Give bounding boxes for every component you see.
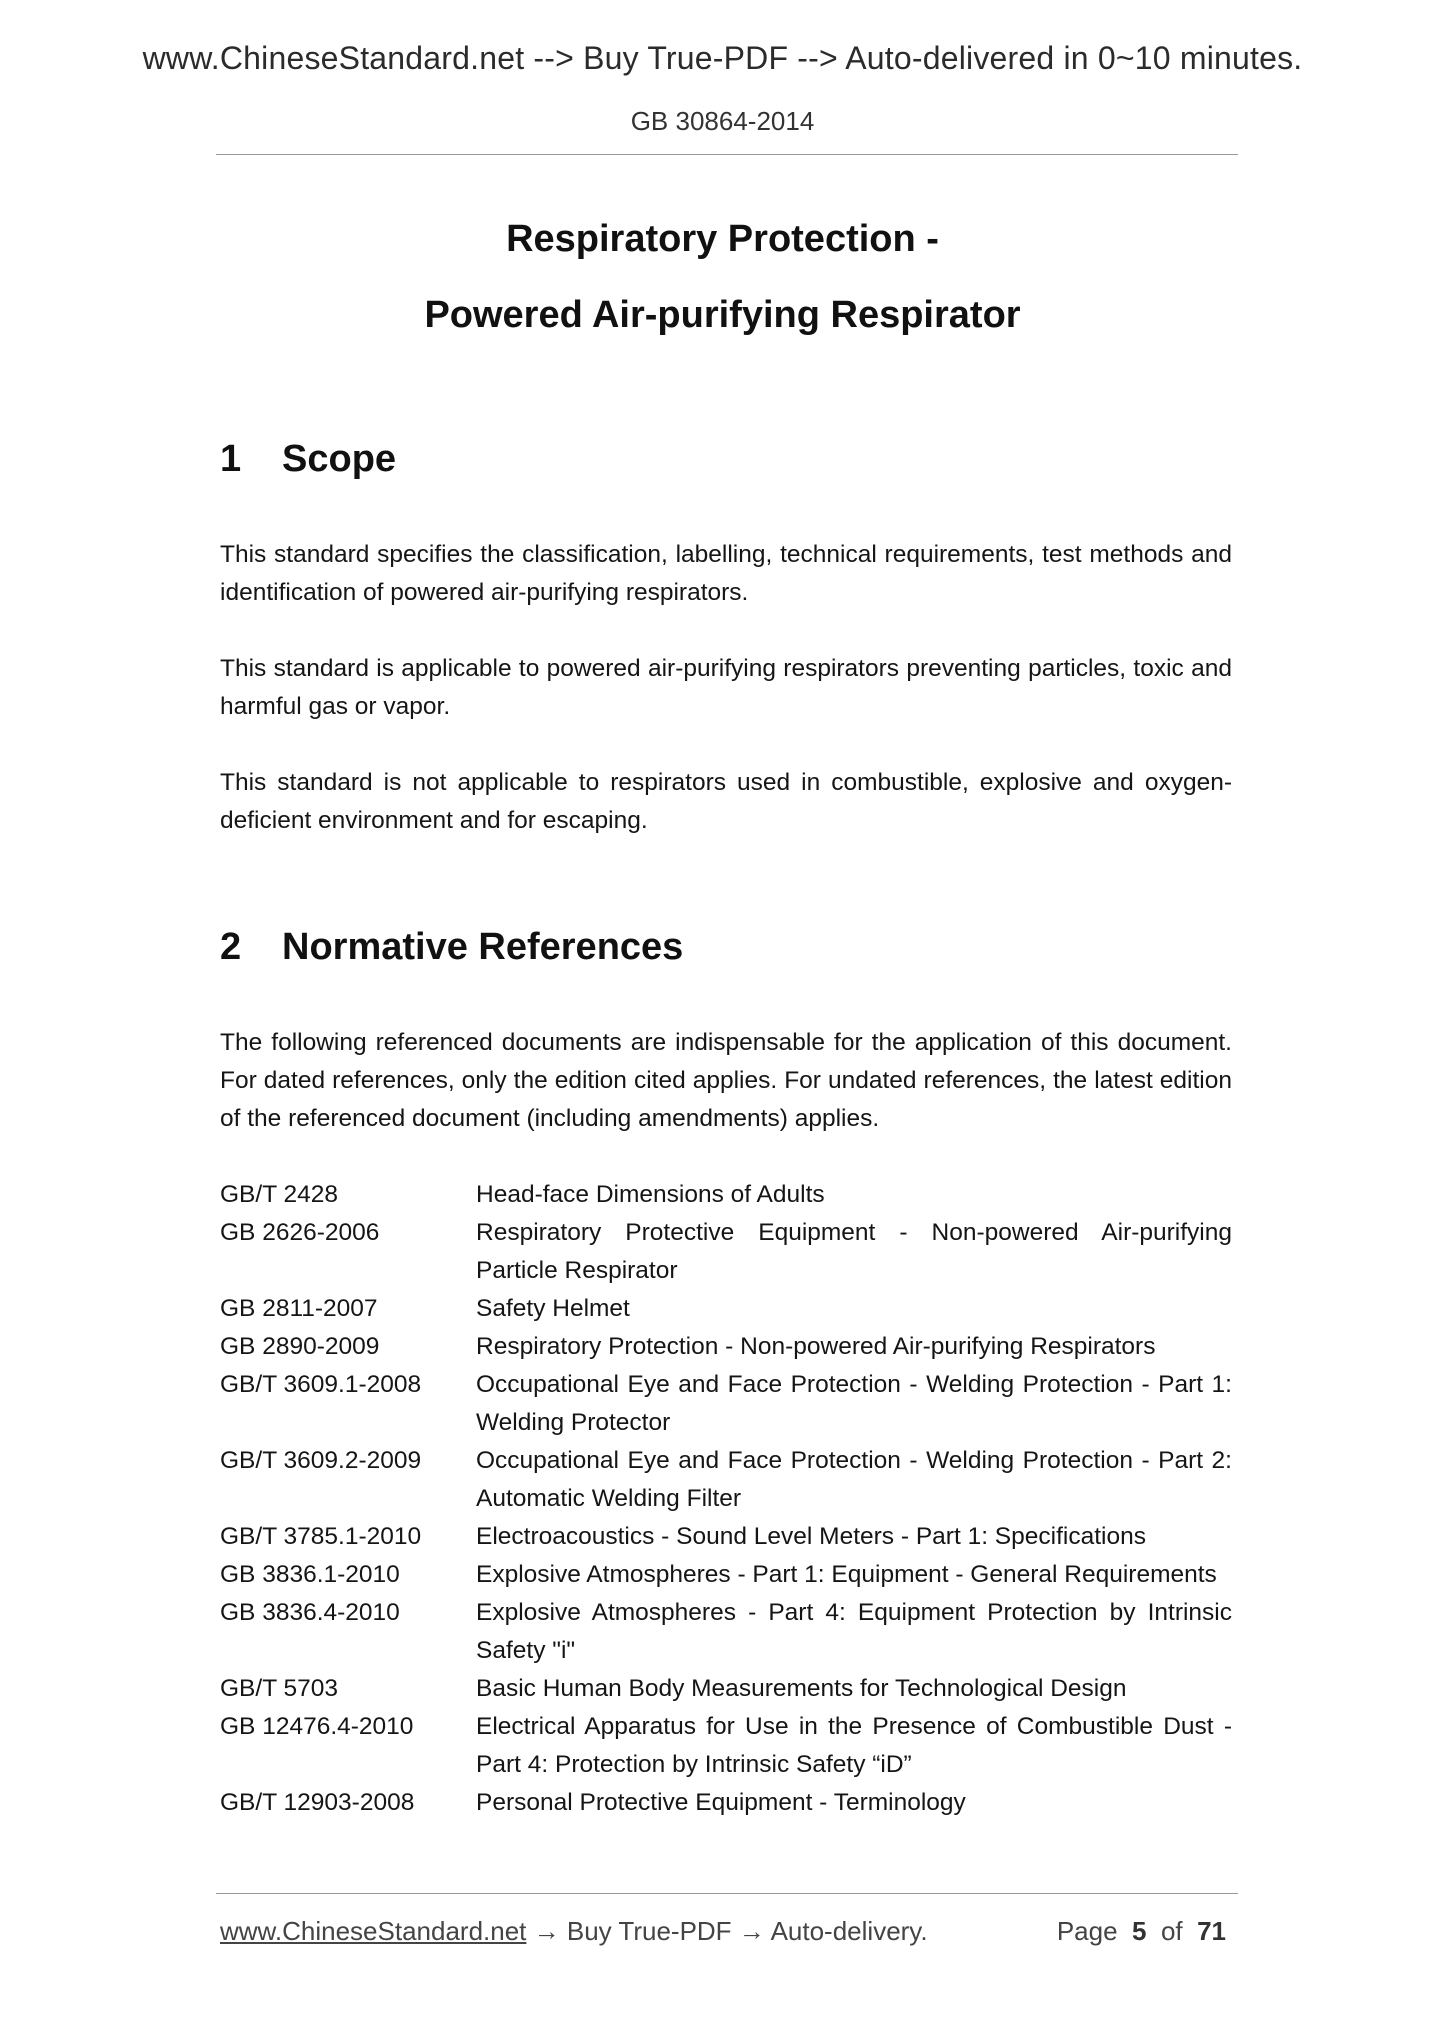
page-indicator <box>1057 1916 1226 1947</box>
reference-row <box>220 1518 1232 1556</box>
footer-website-link[interactable]: www.ChineseStandard.net <box>220 1916 527 1946</box>
reference-title: Explosive Atmospheres - Part 4: Equipment Protection by Intrinsic Safety "i" <box>476 1599 1232 1664</box>
section-1-title: Scope <box>282 438 397 480</box>
section-2-title: Normative References <box>282 926 684 968</box>
reference-title: Respiratory Protective Equipment - Non-powered Air-purifying Particle Respirator <box>476 1219 1232 1284</box>
header-divider <box>216 154 1238 155</box>
section-1-number: 1 <box>220 438 242 480</box>
footer-divider <box>216 1893 1238 1894</box>
reference-code: GB 3836.1-2010 <box>220 1561 400 1588</box>
section-2-number: 2 <box>220 926 242 968</box>
reference-title: Personal Protective Equipment - Terminology <box>476 1789 966 1816</box>
reference-row <box>220 1328 1232 1366</box>
reference-title: Respiratory Protection - Non-powered Air-purifying Respirators <box>476 1333 1156 1360</box>
reference-code: GB 2626-2006 <box>220 1219 380 1246</box>
reference-code: GB 2890-2009 <box>220 1333 380 1360</box>
scope-paragraph-3: This standard is not applicable to respirators used in combustible, explosive and oxygen-deficient environment and for escaping. <box>220 769 1232 834</box>
document-title-line1: Respiratory Protection - <box>506 218 939 260</box>
top-banner: www.ChineseStandard.net --> Buy True-PDF --> Auto-delivered in 0~10 minutes. <box>142 40 1303 76</box>
reference-row <box>220 1670 1232 1708</box>
total-pages: 71 <box>1197 1916 1226 1946</box>
reference-title: Electroacoustics - Sound Level Meters - Part 1: Specifications <box>476 1523 1146 1550</box>
standard-code: GB 30864-2014 <box>630 106 815 136</box>
reference-title: Basic Human Body Measurements for Technological Design <box>476 1675 1127 1702</box>
reference-row <box>220 1442 1232 1518</box>
reference-code: GB 2811-2007 <box>220 1295 378 1322</box>
reference-code: GB/T 3609.1-2008 <box>220 1371 422 1398</box>
reference-title: Occupational Eye and Face Protection - Welding Protection - Part 2: Automatic Welding Filter <box>476 1447 1232 1512</box>
reference-code: GB 12476.4-2010 <box>220 1713 414 1740</box>
references-list <box>220 1176 1232 1822</box>
reference-title: Explosive Atmospheres - Part 1: Equipment - General Requirements <box>476 1561 1217 1588</box>
reference-title: Safety Helmet <box>476 1295 630 1322</box>
reference-code: GB 3836.4-2010 <box>220 1599 400 1626</box>
section-2-heading <box>220 926 683 969</box>
reference-code: GB/T 12903-2008 <box>220 1789 415 1816</box>
reference-row <box>220 1784 1232 1822</box>
reference-row <box>220 1594 1232 1670</box>
reference-code: GB/T 3785.1-2010 <box>220 1523 422 1550</box>
reference-row <box>220 1556 1232 1594</box>
page-label: Page <box>1056 1916 1118 1946</box>
reference-row <box>220 1176 1232 1214</box>
page-footer <box>220 1916 1232 1947</box>
reference-title: Occupational Eye and Face Protection - Welding Protection - Part 1: Welding Protector <box>476 1371 1232 1436</box>
scope-paragraph-1: This standard specifies the classification, labelling, technical requirements, test methods and identification of powered air-purifying respirators. <box>220 541 1232 606</box>
reference-code: GB/T 2428 <box>220 1181 339 1208</box>
reference-code: GB/T 3609.2-2009 <box>220 1447 422 1474</box>
of-label: of <box>1160 1916 1183 1946</box>
document-title-line2: Powered Air-purifying Respirator <box>424 294 1021 336</box>
page-number: 5 <box>1132 1916 1147 1946</box>
reference-row <box>220 1290 1232 1328</box>
reference-row <box>220 1366 1232 1442</box>
references-intro: The following referenced documents are indispensable for the application of this document. For dated references, only the edition cited applies. For undated references, the latest edition of the referenced document (including amendments) applies. <box>220 1029 1232 1132</box>
reference-row <box>220 1708 1232 1784</box>
reference-row <box>220 1214 1232 1290</box>
section-1-heading <box>220 438 396 481</box>
reference-title: Electrical Apparatus for Use in the Presence of Combustible Dust - Part 4: Protection by Intrinsic Safety “iD” <box>476 1713 1232 1778</box>
reference-title: Head-face Dimensions of Adults <box>476 1181 825 1208</box>
reference-code: GB/T 5703 <box>220 1675 339 1702</box>
footer-tagline: → Buy True-PDF → Auto-delivery. <box>526 1916 928 1946</box>
scope-paragraph-2: This standard is applicable to powered air-purifying respirators preventing particles, toxic and harmful gas or vapor. <box>220 655 1232 720</box>
